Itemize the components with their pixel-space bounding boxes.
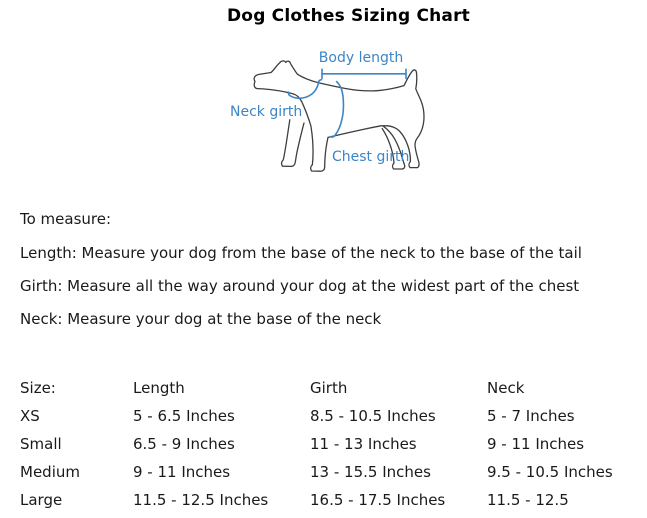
cell-girth: 16.5 - 17.5 Inches: [310, 491, 446, 509]
cell-size: Small: [20, 435, 62, 453]
cell-girth: 13 - 15.5 Inches: [310, 463, 431, 481]
body-length-label: Body length: [318, 50, 404, 66]
col-header-length: Length: [133, 379, 185, 397]
size-table-header-row: [20, 374, 642, 402]
instruction-neck: Neck: Measure your dog at the base of the neck: [20, 310, 382, 328]
cell-neck: 9.5 - 10.5 Inches: [487, 463, 613, 481]
body-length-measure-line: [322, 69, 406, 78]
chest-girth-curve: [331, 82, 344, 137]
col-header-girth: Girth: [310, 379, 348, 397]
table-row-xs: [20, 402, 642, 430]
col-header-size: Size:: [20, 379, 56, 397]
instructions-heading: To measure:: [20, 210, 112, 228]
cell-length: 5 - 6.5 Inches: [133, 407, 235, 425]
cell-neck: 11.5 - 12.5: [487, 491, 569, 509]
cell-length: 11.5 - 12.5 Inches: [133, 491, 269, 509]
instruction-length: Length: Measure your dog from the base of the neck to the base of the tail: [20, 244, 582, 262]
col-header-neck: Neck: [487, 379, 525, 397]
instruction-girth: Girth: Measure all the way around your dog at the widest part of the chest: [20, 277, 580, 295]
cell-girth: 8.5 - 10.5 Inches: [310, 407, 436, 425]
dog-measurement-diagram: [225, 45, 475, 195]
cell-size: Medium: [20, 463, 80, 481]
cell-neck: 9 - 11 Inches: [487, 435, 585, 453]
chest-girth-label: Chest girth: [332, 149, 410, 165]
page-title: Dog Clothes Sizing Chart: [227, 6, 470, 26]
cell-length: 6.5 - 9 Inches: [133, 435, 235, 453]
table-row-large: [20, 486, 642, 514]
dog-front-leg-outline: [282, 120, 304, 167]
table-row-medium: [20, 458, 642, 486]
cell-girth: 11 - 13 Inches: [310, 435, 417, 453]
size-table: [20, 374, 642, 514]
cell-size: XS: [20, 407, 40, 425]
table-row-small: [20, 430, 642, 458]
neck-girth-label: Neck girth: [230, 104, 303, 120]
cell-length: 9 - 11 Inches: [133, 463, 231, 481]
cell-neck: 5 - 7 Inches: [487, 407, 575, 425]
cell-size: Large: [20, 491, 63, 509]
